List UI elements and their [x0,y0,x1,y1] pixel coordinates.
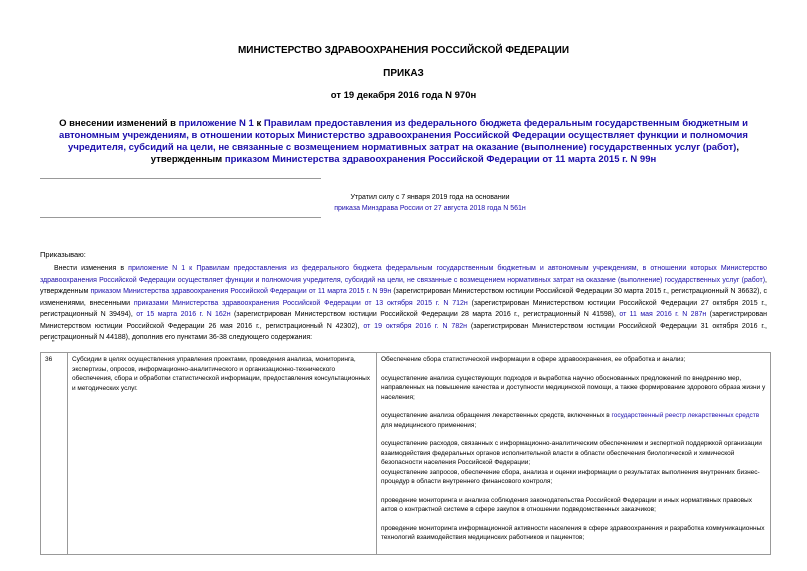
para-text: (зарегистрирован Министерством юстиции Российской Федерации 26 мая 2016 г., регистрационный N 42302), [40,311,768,330]
document-date-number: от 19 декабря 2016 года N 970н [330,90,477,101]
para-link-order-287n[interactable]: от 11 мая 2016 г. N 287н [619,311,707,318]
lost-force-text: Утратил силу с 7 января 2019 года на основании [350,194,510,201]
activity-text: осуществление анализа обращения лекарственных средств, включенных в [381,412,612,419]
title-link-order[interactable]: приказом Министерства здравоохранения Российской Федерации от 11 марта 2015 г. N 99н [224,154,657,165]
activity-item: Обеспечение сбора статистической информации в сфере здравоохранения, ее обработка и анализ; [381,356,686,363]
order-paragraph [40,263,767,344]
opening-quote: " [52,340,55,347]
activity-item: проведение мониторинга и анализа соблюдения законодательства Российской Федерации и иных нормативных правовых актов о контрактной системе в сфере закупок в отношении подведомственных заказчиков; [381,496,752,513]
ministry-heading: МИНИСТЕРСТВО ЗДРАВООХРАНЕНИЯ РОССИЙСКОЙ ФЕДЕРАЦИИ [237,45,570,56]
order-word: Приказываю: [40,250,86,259]
para-link-order-712n[interactable]: приказами Министерства здравоохранения Российской Федерации от 13 октября 2015 г. N 712н [133,299,468,307]
lost-force-link[interactable]: приказа Минздрава России от 27 августа 2018 года N 561н [334,205,526,212]
title-text: О внесении изменений в [59,118,179,129]
activity-item: осуществление анализа существующих подходов и выработка научно обоснованных предложений по внедрению мер, направленных на повышение качества и доступности медицинской помощи, а также формирование здорового образа жизни у населения; [381,374,766,401]
activity-item: проведение мониторинга информационной активности населения в сфере здравоохранения и разработка коммуникационных технологий взаимодействия медицинских работников и пациентов; [381,524,765,541]
para-text: (зарегистрирован Министерством юстиции Российской Федерации 30 марта 2015 г., регистрационный N 36632), с изменениями, внесенными [40,288,767,307]
para-text: Внести изменения в [54,265,129,272]
divider-bottom [40,217,321,218]
drug-registry-link[interactable]: государственный реестр лекарственных средств [611,412,760,419]
document-title [50,118,757,166]
para-text: (зарегистрирован Министерством юстиции Российской Федерации 28 марта 2016 г., регистрационный N 41598), [230,311,620,318]
title-link-rules[interactable]: Правилам предоставления из федерального бюджета федеральным государственным бюджетным и автономным учреждениям, в отношении которых Министерство здравоохранения Российской Федерации осуществляет функции и полномочия учредителя, субсидий на цели, не связанные с возмещением нормативных затрат на оказание (выполнение) государственных услуг (работ) [59,118,748,153]
row-number: 36 [41,353,68,555]
document-type: ПРИКАЗ [383,68,424,79]
divider-top [40,178,321,179]
activity-text: для медицинского применения; [381,421,477,429]
subsidy-activities [377,353,771,555]
para-link-order-99n[interactable]: приказом Министерства здравоохранения Российской Федерации от 11 марта 2015 г. N 99н [90,288,392,295]
title-text: к [253,118,264,129]
para-text: (зарегистрирован Министерством юстиции Российской Федерации 27 октября 2015 г., регистрационный N 39494), [40,299,767,318]
activity-item: осуществление запросов, обеспечение сбора, анализа и оценки информации о результатах выполнения внутренних бизнес-процедур в области внутреннего финансового контроля; [381,468,760,485]
lost-force-note [250,192,610,214]
para-text: (зарегистрирован Министерством юстиции Российской Федерации 31 октября 2016 г., регистрационный N 44188), дополнив его пунктами 36-38 следующего содержания: [40,322,767,341]
activity-item [381,411,766,430]
para-link-order-162n[interactable]: от 15 марта 2016 г. N 162н [136,311,231,318]
activity-item: осуществление расходов, связанных с информационно-аналитическим обеспечением и экспертной поддержкой организации взаимодействия федеральных органов исполнительной власти в области обеспечения биологической и химической безопасности населения Российской Федерации; [381,440,762,466]
table-row [41,353,771,555]
para-link-order-782n[interactable]: от 19 октября 2016 г. N 782н [363,322,467,330]
title-text: , утвержденным [150,142,739,165]
amendment-table [40,352,771,555]
para-text: , утвержденным [40,276,767,295]
subsidy-purpose: Субсидии в целях осуществления управления проектами, проведения анализа, мониторинга, экспертизы, опросов, информационно-аналитического и организационно-технического обеспечения, сбора и обработки статистической информации, предоставления консультационных и методических услуг. [68,353,377,555]
para-link-appendix[interactable]: приложение N 1 к Правилам предоставления из федерального бюджета федеральным государственным бюджетным и автономным учреждениям, в отношении которых Министерство здравоохранения Российской Федерации осуществляет функции и полномочия учредителя, субсидий на цели, не связанные с возмещением нормативных затрат на оказание (выполнение) государственных услуг (работ) [40,265,767,284]
title-link-appendix[interactable]: приложение N 1 [178,118,254,129]
